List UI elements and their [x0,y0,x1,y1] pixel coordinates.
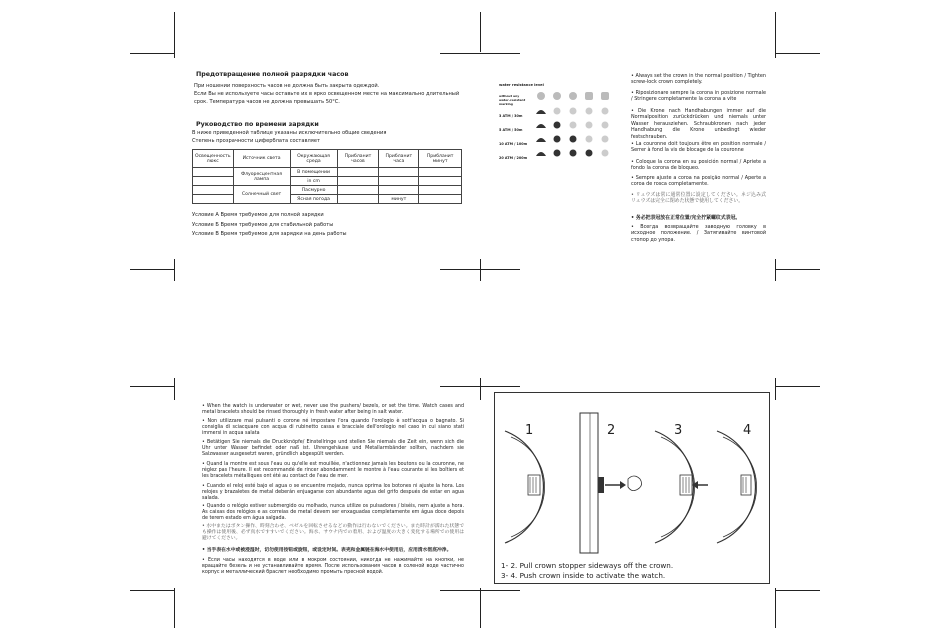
conditions-list [192,211,464,240]
warning-bullet: • Quando o relógio estiver submergido ou molhado, nunca utilize os pulsadores / biséis, nem ajuste a hora. As caixas dos relógios e as correias de metal devem ser enxaguadas completamente em água doce depois de terem estado em água salgada. [202,504,464,522]
charging-guide-text [192,129,464,145]
warning-bullet: • Non utilizzare mai pulsanti o corone né impostare l'ora quando l'orologio è sott'acqua o bagnato. Si consiglia di sciacquare con acqua di rubinetto cassa e bracciale dell'orologio nel caso in cui siano stati immersi in acqua salata [202,419,464,437]
step-number-1: 1 [525,423,534,438]
stopper-icon [628,476,642,491]
instruction-push: 3- 4. Push crown inside to activate the watch. [501,571,666,580]
warning-bullet: • When the watch is underwater or wet, never use the pushers/ bezels, or set the time. Watch cases and metal bracelets should be rinsed thoroughly in fresh water after being in salt water. [202,404,464,416]
charging-time-table [192,149,462,204]
water-activity-icons [533,88,623,168]
warning-bullet: • 当手表在水中或被浸湿时，切勿使用按钮或旋钮，或设定时间。表壳和金属链在海水中使用后，应用清水彻底冲净。 [202,548,452,553]
wr-row: 3 ATM / 30m [499,114,523,118]
text-line: В ниже приведенной таблице указаны исключительно общие сведения [192,130,387,136]
text-line: Степень прозрачности циферблата составляет [192,138,320,145]
wr-sub-label: without any water-resistant marking [499,94,526,106]
cell-cloudy: Пасмурно [290,186,337,195]
cell-clear: Ясная погода [290,195,337,204]
cell-sunlight: Солнечный свет [233,186,290,204]
activity-icons-header [537,92,609,100]
condition-c: Условие В Время требуемое для зарядки на день работы [192,231,347,237]
warning-bullet: • 水中またはボタン操作、時刻合わせ、ベゼルを回転させるなどの動作は行わないでください。また時計が濡れた状態でも操作は使用後、必ず真水ですすいでください。海水、サウナ内での着用、および温度の大きく変化する場所での使用は避けてください。 [202,524,464,542]
heading-prevent-discharge: Предотвращение полной разрядки часов [196,71,349,78]
crown-bullet: • リュウズは常に通常位置に設定してください。ネジ込み式リュウズは完全に閉めた状態で使用してください。 [631,192,766,205]
crown-bullet: • 务必把表冠放在正常位置/完全拧紧螺纹式表冠。 [631,215,741,221]
prevent-discharge-text [194,82,466,107]
crown-bullet: • Coloque la corona en su posición normal / Apriete a fondo la corona de bloqueo. [631,159,766,172]
step-number-3: 3 [674,423,683,438]
wr-label: water resistance level [499,83,544,87]
cell-fluorescent: Флуоресцентная лампа [233,168,290,186]
wr-row: 10 ATM / 100m [499,142,528,146]
watch-band-2 [580,413,598,553]
warning-bullet: • Betätigen Sie niemals die Druckknöpfe/ Einstellringe und stellen Sie niemals die Zeit ein, wenn sich die Uhr unter Wasser befindet oder naß ist. Uhrengehäuse und Metallarmbänder sollten, nachdem sie Salzwasser ausgesetzt waren, gründlich abgespült werden. [202,440,464,458]
warning-bullet: • Cuando el reloj esté bajo el agua o se encuentre mojado, nunca oprima los botones ni ajuste la hora. Los relojes y brazaletes de metal deberán enjuagarse con abundante agua del grifo después de estar en agua salada. [202,484,464,502]
th-light-source: Источник света [233,150,290,168]
crown-2 [598,477,604,493]
warning-bullet: • Если часы находятся в воде или в мокром состоянии, никогда не нажимайте на кнопки, не вращайте безель и не устанавливайте время. После использования часов в соленой воде частично корпус и металлический браслет необходимо промыть пресной водой. [202,558,464,576]
warning-bullet: • Quand la montre est sous l'eau ou qu'elle est mouillée, n'actionnez jamais les boutons ou la couronne, ne réglez pas l'heure. Il est recommandé de rincer abondamment le montre à l'eau courante si les boîtiers et les bracelets métalliques ont été au contact de l'eau de mer. [202,462,464,480]
crown-bullet: • Riposizionare sempre la corona in posizione normale / Stringere completamente la corona a vite [631,90,766,103]
wr-row: 5 ATM / 50m [499,128,523,132]
panel-water-resistance [495,68,770,268]
wr-row: 20 ATM / 200m [499,156,528,160]
text-line: Если Вы не используете часы оставьте их в ярко освещенном месте на максимально длительный [194,91,460,98]
panel-russian-charging [190,68,470,268]
crown-activation-diagram [495,393,769,561]
th-illuminance: Освещенность люкс [193,150,234,168]
th-approx-minutes: Прибланит минут [419,150,462,168]
crown-bullet: • Always set the crown in the normal position / Tighten screw-lock crown completely. [631,73,766,86]
crown-bullet: • Die Krone nach Handhabungen immer auf die Normalposition zurückdrücken und niemals unter Wasser herausziehen. Schraubkronen nach jeder Handhabung die Krone unbedingt wieder festschrauben. [631,108,766,140]
th-approx-hour: Прибланит часа [379,150,419,168]
cell-indoors: В помещении [290,168,337,177]
crown-bullet: • La couronne doit toujours être en position normale / Serrer à fond la vis de blocage de la couronne [631,141,766,154]
text-line: срок. Температура часов не должна превышать 50°C. [194,99,340,106]
condition-b: Условие Б Время требуемое для стабильной работы [192,221,334,228]
th-approx-hours: Прибланит часов [337,150,379,168]
th-environment: Окружающая среда [290,150,337,168]
panel-crown-diagram [494,392,770,584]
step-number-2: 2 [607,423,616,438]
cell-indoors-2: in cm [290,177,337,186]
crown-bullet: • Sempre ajuste a coroa na posição normal / Aperte a coroa de rosca completamente. [631,175,766,188]
condition-a: Условие А Время требуемое для полной зарядки [192,212,324,218]
crown-bullet: • Всегда возвращайте заводную головку в исходное положение. / Затягивайте винтовой стопор до упора. [631,224,766,243]
step-number-4: 4 [743,423,752,438]
cell-minutes: минут [379,195,419,204]
instruction-pull: 1- 2. Pull crown stopper sideways off the crown. [501,561,674,570]
panel-underwater-warnings [190,400,470,585]
text-line: При ношении поверхность часов не должна быть закрыта одеждой. [194,83,380,89]
heading-charging-guide: Руководство по времени зарядки [196,121,319,128]
